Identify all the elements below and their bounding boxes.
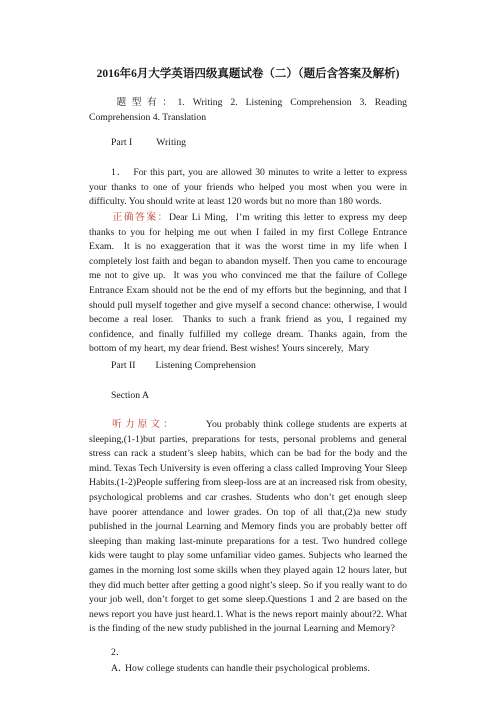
part2-heading-number: Part II [111,360,136,371]
question-1-number: 1． [111,167,128,178]
question-types-text: 1. Writing 2. Listening Comprehension 3. Reading Comprehension 4. Translation [89,97,408,123]
part1-heading-number: Part I [111,137,133,148]
question-2 [89,646,407,661]
question-types [89,96,407,125]
option-a-letter: A． [111,663,128,674]
question-2-option-a [89,662,407,677]
section-a-heading [89,389,407,404]
section-a-label: Section A [111,390,149,401]
document-title: 2016年6月大学英语四级真题试卷（二）（题后含答案及解析) [96,68,400,80]
question-2-number: 2． [111,647,126,658]
answer-text: Dear Li Ming, I’m writing this letter to express my deep thanks to you for helping me out when I failed in my first College Entrance Exam. It is no exaggeration that it was the worst time in my life when I completely lost faith and began to abandon myself. Then you came to encourage me not to give up. It was you who convinced me that the failure of College Entrance Exam should not be the end of my efforts but the beginning, and that I should pull myself together and give myself a second chance: otherwise, I would become a real loser. Thanks to such a frank friend as you, I regained my confidence, and finally fulfilled my college dream. Thanks again, from the bottom of my heart, my dear friend. Best wishes! Yours sincerely, Mary [89,212,410,355]
option-a-text: How college students can handle their psychological problems. [125,663,370,674]
script-text: You probably think college students are experts at sleeping,(1-1)but parties, preparations for tests, personal problems and general stress can rack a student’s sleep habits, which can be bad for the body and the mind. Texas Tech University is even offering a class called Improving Your Sleep Habits.(1-2)People suffering from sleep-loss are at an increased risk from obesity, psychological problems and car crashes. Students who don’t get enough sleep have poorer attendance and lower grades. On top of all that,(2)a new study published in the journal Learning and Memory finds you are probably better off sleeping than making last-minute preparations for a test. Two hundred college kids were taught to play some unfamiliar video games. Subjects who learned the games in the morning lost some skills when they played again 12 hours later, but they did much better after getting a good night’s sleep. So if you really want to do your job well, don’t forget to get some sleep.Questions 1 and 2 are based on the news report you have just heard.1. What is the news report mainly about?2. What is the finding of the new study published in the journal Learning and Memory? [89,419,408,635]
answer-1 [89,211,410,357]
part2-heading [89,359,407,374]
script-label: 听力原文： [111,419,176,430]
part2-heading-name: Listening Comprehension [155,360,256,371]
part1-heading [89,136,407,151]
listening-script [89,418,407,637]
question-1-text: For this part, you are allowed 30 minutes to write a letter to express your thanks to one of your friends who helped you most when you were in difficulty. You should write at least 120 words but no more than 180 words. [89,167,407,208]
question-1 [89,166,407,210]
answer-label: 正确答案： [111,212,169,223]
question-types-label: 题型有： [111,97,178,108]
part1-heading-name: Writing [156,137,187,148]
